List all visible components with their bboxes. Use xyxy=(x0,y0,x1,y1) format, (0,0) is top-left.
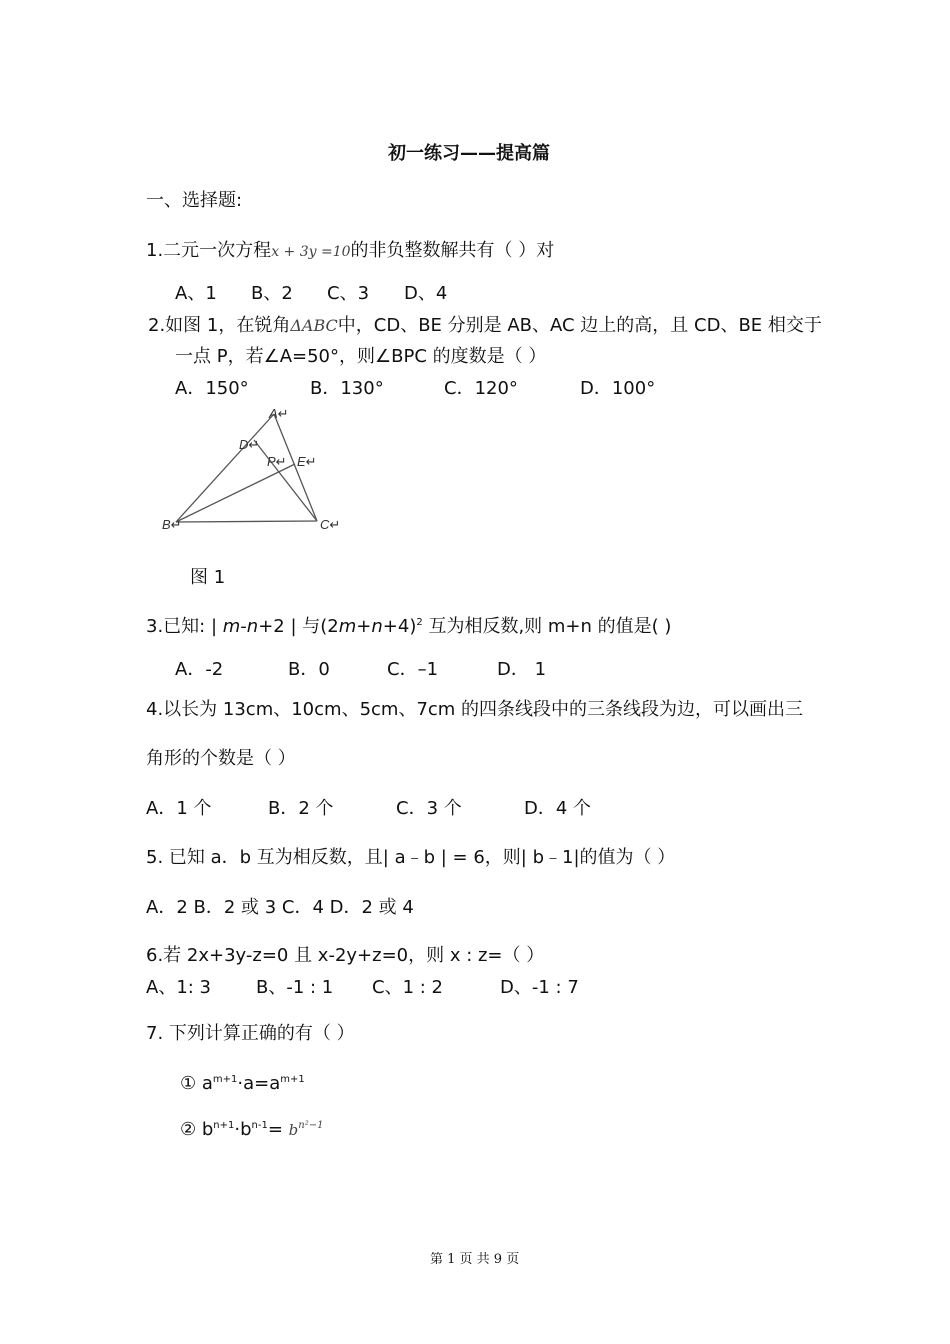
q7-item2-num: ② xyxy=(180,1119,202,1140)
q4-line1: 4.以长为 13cm、10cm、5cm、7cm 的四条线段中的三条线段为边，可以画出三 xyxy=(146,699,804,720)
q4-option-d: D．4 个 xyxy=(524,798,592,819)
q5-options: A．2 B．2 或 3 C．4 D．2 或 4 xyxy=(146,897,414,918)
q2-line2: 一点 P，若∠A=50°，则∠BPC 的度数是（ ） xyxy=(175,346,547,367)
q2-option-d: D．100° xyxy=(580,378,656,399)
q7-item1-exp2: m+1 xyxy=(280,1074,305,1085)
label-e: E↵ xyxy=(297,454,317,469)
q7-item2-result-base: b xyxy=(288,1121,299,1139)
label-b: B↵ xyxy=(162,517,182,532)
q4-line2: 角形的个数是（ ） xyxy=(146,748,296,769)
q1-option-d: D、4 xyxy=(404,283,448,304)
q2-option-a: A．150° xyxy=(175,378,249,399)
q7-item1-base: a xyxy=(201,1073,213,1094)
q7-item2-exp1: n+1 xyxy=(213,1120,235,1131)
q7-item-1 xyxy=(180,1072,305,1096)
q3-prefix: 3.已知: | xyxy=(146,616,223,637)
label-d: D↵ xyxy=(239,437,260,452)
q6-option-b: B、-1 : 1 xyxy=(256,977,334,998)
q3-mid2: + xyxy=(356,616,372,637)
altitude-be xyxy=(176,464,295,522)
q4-option-b: B．2 个 xyxy=(268,798,334,819)
section-heading: 一、选择题: xyxy=(146,190,243,211)
q2-prefix: 2.如图 1，在锐角 xyxy=(148,315,291,336)
q7-item2-mid: ·b xyxy=(234,1119,252,1140)
q1-option-a: A、1 xyxy=(175,283,217,304)
q7-item-2 xyxy=(180,1118,323,1142)
question-7: 7. 下列计算正确的有（ ） xyxy=(146,1023,355,1044)
q1-prefix: 1.二元一次方程 xyxy=(146,240,272,261)
question-6: 6.若 2x+3y-z=0 且 x-2y+z=0，则 x : z=（ ） xyxy=(146,945,545,966)
q1-option-c: C、3 xyxy=(327,283,370,304)
q1-option-b: B、2 xyxy=(251,283,293,304)
q6-option-a: A、1: 3 xyxy=(146,977,212,998)
q2-option-c: C．120° xyxy=(444,378,518,399)
question-5: 5. 已知 a．b 互为相反数，且| a﹣b | = 6，则| b﹣1|的值为（ ） xyxy=(146,847,676,868)
q3-var-m: m xyxy=(338,616,357,637)
question-3 xyxy=(146,615,671,639)
q1-suffix: 的非负整数解共有（ ）对 xyxy=(350,240,555,261)
q7-item1-num: ① xyxy=(180,1073,202,1094)
q3-suffix: 互为相反数,则 m+n 的值是( ) xyxy=(422,616,672,637)
q7-item2-exp2: n-1 xyxy=(251,1120,268,1131)
figure-caption: 图 1 xyxy=(190,567,226,588)
q3-exponent: 2 xyxy=(416,617,423,628)
q3-expr1: m-n xyxy=(222,616,259,637)
q2-triangle: ΔABC xyxy=(290,316,338,335)
q4-option-a: A．1 个 xyxy=(146,798,212,819)
q7-item1-mid: ·a=a xyxy=(237,1073,281,1094)
label-a: A↵ xyxy=(269,406,289,421)
q3-option-d: D． 1 xyxy=(497,659,547,680)
q7-item2-result-exp: n²−1 xyxy=(298,1120,324,1131)
page-footer: 第 1 页 共 9 页 xyxy=(430,1252,520,1267)
q7-item2-equals: = xyxy=(267,1119,289,1140)
q3-option-b: B．0 xyxy=(288,659,330,680)
q2-option-b: B．130° xyxy=(310,378,384,399)
q1-equation: x + 3y =10 xyxy=(271,244,351,260)
label-p: P↵ xyxy=(267,454,287,469)
q7-item1-exp1: m+1 xyxy=(212,1074,238,1085)
question-2 xyxy=(148,314,822,338)
q3-mid3: +4) xyxy=(382,616,417,637)
side-ab xyxy=(176,414,274,522)
altitude-cd xyxy=(254,440,317,521)
q3-option-a: A．-2 xyxy=(175,659,224,680)
q4-option-c: C．3 个 xyxy=(396,798,462,819)
q6-option-c: C、1 : 2 xyxy=(372,977,443,998)
q3-var-n: n xyxy=(371,616,383,637)
triangle-figure xyxy=(150,400,350,540)
q3-mid1: +2 | 与(2 xyxy=(258,616,339,637)
page-title: 初一练习——提高篇 xyxy=(388,143,550,164)
question-1 xyxy=(146,239,554,264)
side-bc xyxy=(176,521,317,522)
q3-option-c: C．–1 xyxy=(387,659,439,680)
q2-suffix: 中，CD、BE 分别是 AB、AC 边上的高，且 CD、BE 相交于 xyxy=(337,315,822,336)
q7-item2-base: b xyxy=(201,1119,214,1140)
q6-option-d: D、-1 : 7 xyxy=(500,977,579,998)
label-c: C↵ xyxy=(320,517,341,532)
